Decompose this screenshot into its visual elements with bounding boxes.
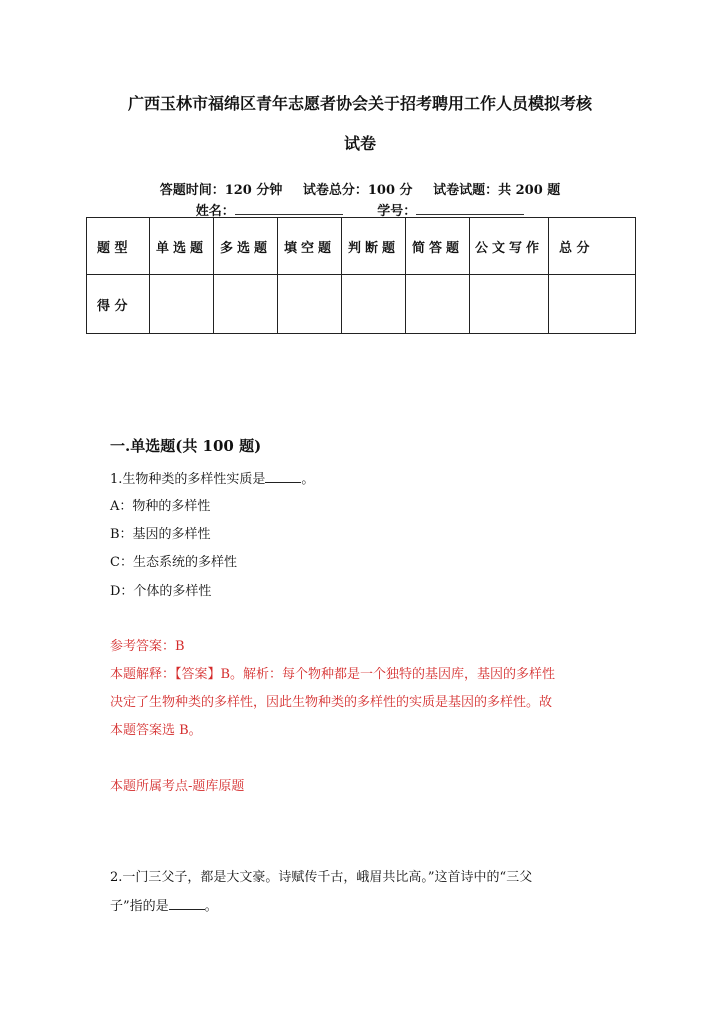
score-cell[interactable] bbox=[214, 275, 278, 334]
total-header-cell bbox=[549, 218, 636, 275]
explanation-line-1: 本题解释：【答案】B。解析：每个物种都是一个独特的基因库，基因的多样性 bbox=[110, 667, 556, 682]
question-1-stem: 1.生物种类的多样性实质是 。 bbox=[110, 472, 315, 487]
column-header: 单选题 bbox=[150, 218, 214, 275]
page-title: 广西玉林市福绵区青年志愿者协会关于招考聘用工作人员模拟考核 bbox=[127, 94, 592, 113]
column-header: 简答题 bbox=[406, 218, 470, 275]
score-cell[interactable] bbox=[150, 275, 214, 334]
question-source: 本题所属考点-题库原题 bbox=[110, 779, 245, 794]
column-header: 公文写作 bbox=[470, 218, 549, 275]
column-header: 多选题 bbox=[214, 218, 278, 275]
reference-answer: 参考答案：B bbox=[110, 639, 185, 654]
total-header-label: 总 分 bbox=[559, 240, 590, 256]
option-a: A：物种的多样性 bbox=[110, 499, 211, 514]
score-cell[interactable] bbox=[406, 275, 470, 334]
id-blank[interactable] bbox=[416, 201, 524, 215]
score-header-cell bbox=[87, 275, 150, 334]
name-blank[interactable] bbox=[235, 201, 343, 215]
type-header-label: 题 型 bbox=[97, 240, 128, 256]
exam-meta bbox=[140, 182, 580, 200]
question-2-stem-line-1: 2.一门三父子，都是大文豪。诗赋传千古，峨眉共比高。”这首诗中的“三父 bbox=[110, 870, 533, 885]
id-label: 学号： bbox=[377, 204, 417, 219]
score-cell[interactable] bbox=[549, 275, 636, 334]
option-b: B：基因的多样性 bbox=[110, 527, 211, 542]
score-table bbox=[86, 217, 636, 334]
type-header-cell bbox=[87, 218, 150, 275]
score-header-label: 得 分 bbox=[97, 298, 128, 314]
page-title-continued: 试卷 bbox=[343, 134, 376, 153]
question-2-stem-line-2: 子”指的是 。 bbox=[110, 899, 218, 914]
option-c: C：生态系统的多样性 bbox=[110, 555, 237, 570]
exam-time: 答题时间：120 分钟 bbox=[159, 183, 283, 198]
score-cell[interactable] bbox=[342, 275, 406, 334]
score-table-header-row bbox=[87, 218, 636, 275]
score-cell[interactable] bbox=[278, 275, 342, 334]
name-label: 姓名： bbox=[195, 204, 235, 219]
option-d: D：个体的多样性 bbox=[110, 584, 212, 599]
section-title: 一.单选题(共 100 题) bbox=[110, 437, 262, 455]
exam-question-count: 试卷试题：共 200 题 bbox=[433, 183, 561, 198]
score-table-score-row bbox=[87, 275, 636, 334]
answer-blank bbox=[265, 470, 301, 483]
explanation-line-2: 决定了生物种类的多样性，因此生物种类的多样性的实质是基因的多样性。故 bbox=[110, 695, 553, 710]
explanation-line-3: 本题答案选 B。 bbox=[110, 723, 202, 738]
exam-total-score: 试卷总分：100 分 bbox=[302, 183, 413, 198]
column-header: 判断题 bbox=[342, 218, 406, 275]
answer-blank bbox=[169, 897, 205, 910]
column-header: 填空题 bbox=[278, 218, 342, 275]
score-cell[interactable] bbox=[470, 275, 549, 334]
